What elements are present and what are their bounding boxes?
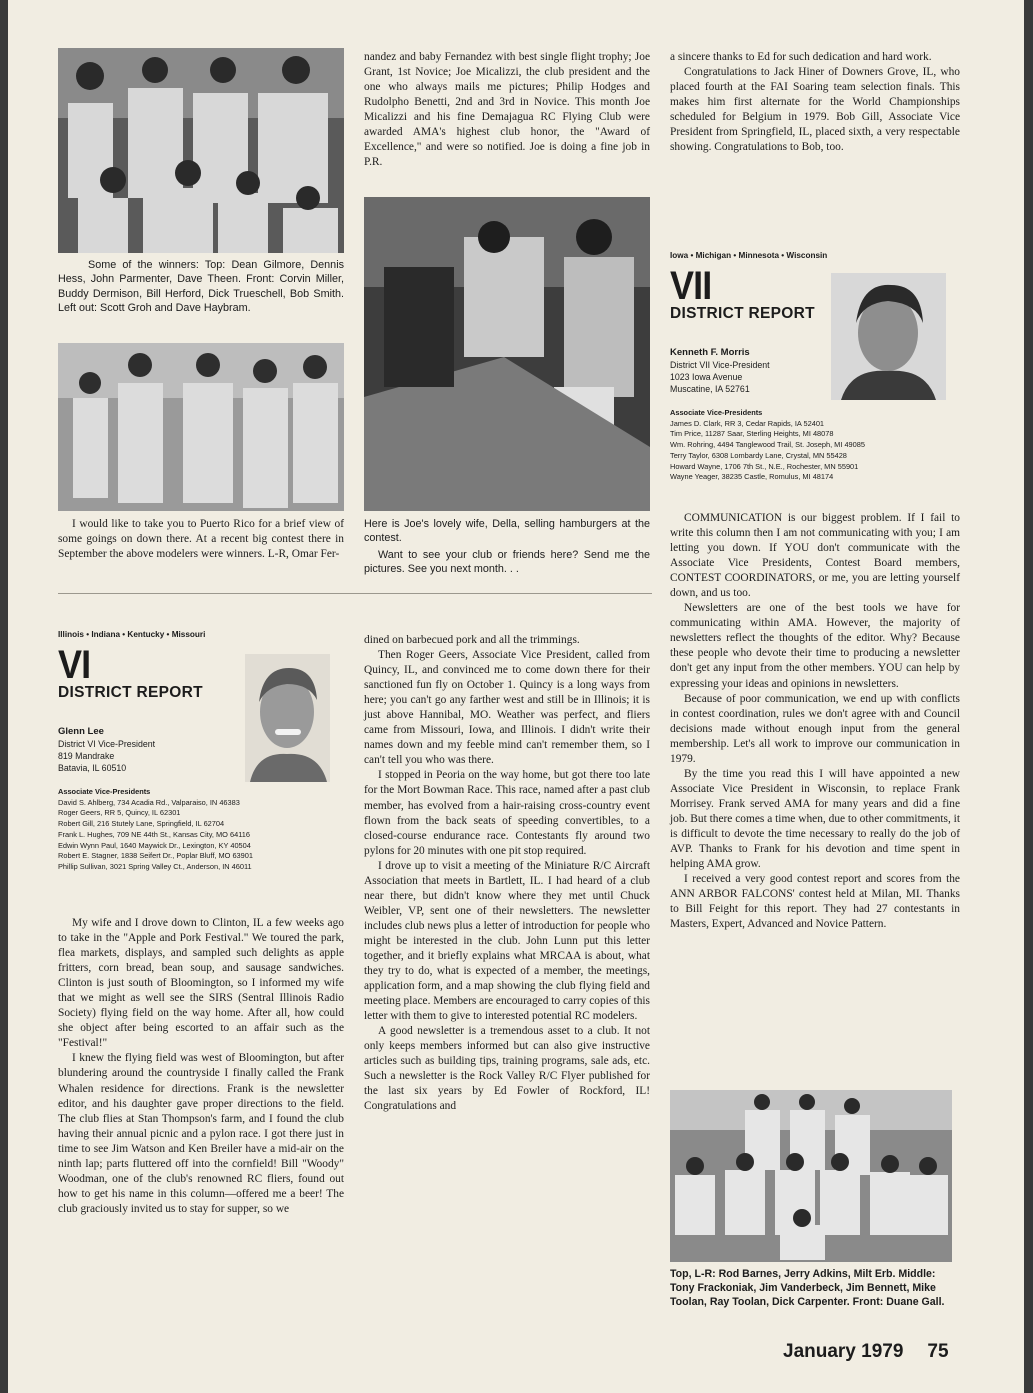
district6-col2 (364, 633, 650, 1115)
district7-vp (670, 347, 770, 395)
district6-vp (58, 726, 155, 774)
district7-roman: VII (670, 264, 712, 308)
caption-winners: Some of the winners: Top: Dean Gilmore, Dennis Hess, John Parmenter, Dave Theen. Front: Corvin Miller, Buddy Dermison, Bill Herford, Dick Trueschell, Bob Smith. Left out: Scott Groh and Dave Haybram. (58, 259, 344, 315)
caption-della: Here is Joe's lovely wife, Della, selling hamburgers at the contest. (364, 518, 650, 545)
top-col2-closing (364, 548, 650, 577)
top-col1-text (58, 517, 344, 562)
associate-item: Wm. Rohring, 4494 Tanglewood Trail, St. Joseph, MI 49085 (670, 440, 865, 450)
top-col2-text (364, 50, 650, 170)
district6-col1 (58, 916, 344, 1217)
paragraph: Want to see your club or friends here? Send me the pictures. See you next month. . . (364, 549, 650, 576)
associate-item: Roger Geers, RR 5, Quincy, IL 62301 (58, 808, 181, 818)
paragraph: Because of poor communication, we end up with conflicts in contest coordination, rules we don't agree with and Council decisions made without enough input from the general membership. Let's all work to improve our communication in 1979. (670, 692, 960, 765)
ann-arbor-falcons-photo (670, 1090, 952, 1262)
associate-item: David S. Ahlberg, 734 Acadia Rd., Valparaiso, IN 46383 (58, 797, 240, 807)
paragraph: a sincere thanks to Ed for such dedication and hard work. (670, 51, 932, 63)
paragraph: dined on barbecued pork and all the trimmings. (364, 634, 580, 646)
paragraph: Congratulations to Jack Hiner of Downers Grove, IL, who placed fourth at the FAI Soaring team selection finals. This makes him first alternate for the World Championships scheduled for Belgium in 1979. Bob Gill, Associate Vice President from Springfield, IL, placed sixth, a very respectable showing. Congratulations to Bob, too. (670, 66, 960, 154)
associate-item: Robert E. Stagner, 1838 Seifert Dr., Poplar Bluff, MO 63901 (58, 851, 254, 861)
paragraph: COMMUNICATION is our biggest problem. If I fail to write this column then I am not communicating with you; I am letting you down. If YOU don't communicate with the Associate Vice Presidents, Contest Board members, CONTEST COORDINATORS, or me, you are letting yourself down, and us too. (670, 512, 960, 600)
associate-item: Frank L. Hughes, 709 NE 44th St., Kansas City, MO 64116 (58, 829, 250, 839)
district6-title: DISTRICT REPORT (58, 684, 203, 701)
district6-roman: VI (58, 643, 91, 687)
paragraph: I drove up to visit a meeting of the Miniature R/C Aircraft Association that meets in Bartlett, IL. I had heard of a club near there, but didn't know where they met until Chuck Weibler, VP, sent one of their newsletters. The newsletter includes club news plus a letter of introduction for people who might be interested in the club. John Lunn put this letter together, and it briefly explains what MRCAA is about, what they try to do, what is expected of a member, the meetings, application form, and a map showing the club flying field and meeting place. Members are encouraged to carry copies of this letter with them to give to interested potential RC modelers. (364, 859, 650, 1023)
winners-photo (58, 48, 344, 253)
associates-header: Associate Vice-Presidents (670, 408, 763, 417)
district6-associates (58, 787, 253, 873)
issue-date: January 1979 (783, 1341, 904, 1362)
paragraph: Newsletters are one of the best tools we have for communicating within AMA. However, the majority of newsletters reflect the thoughts of the editor. Why? Because these people who devote their time to producing a newsletter don't get any input from the other members. YOU can help by expressing your ideas and opinions in newsletters. (670, 602, 960, 690)
paragraph: My wife and I drove down to Clinton, IL a few weeks ago to take in the "Apple and Pork Festival." We toured the park, flea markets, displays, and sampled such delights as apple fritters, corn bread, bean soup, and sausage sandwiches. Clinton is just south of Bloomington, so I informed my wife that we might as well see the SIRS (Sentral Illinois Radio Society) flying field on the way home. After all, how could she object after being escorted to an affair such as the "Festival!" (58, 917, 344, 1050)
magazine-page (8, 0, 1024, 1393)
della-photo (364, 197, 650, 511)
section-divider (58, 593, 652, 594)
glenn-lee-photo (245, 654, 330, 782)
paragraph: nandez and baby Fernandez with best single flight trophy; Joe Grant, 1st Novice; Joe Micalizzi, the club president and the one who always mails me pictures; Philip Hodges and Rudolpho Benetti, 2nd and 3rd in Novice. This month Joe Micalizzi and his fine Demajagua RC Flying Club were awarded AMA's highest club honor, the "Award of Excellence," and were so notified. Joe is doing a fine job in P.R. (364, 51, 650, 169)
vp-title: District VII Vice-President (670, 360, 770, 370)
district7-associates (670, 408, 865, 483)
caption-falcons: Top, L-R: Rod Barnes, Jerry Adkins, Milt Erb. Middle: Tony Frackoniak, Jim Vanderbeck, Jim Bennett, Mike Toolan, Ray Toolan, Dick Carpenter. Front: Duane Gall. (670, 1268, 945, 1309)
district7-text (670, 511, 960, 932)
paragraph: I received a very good contest report and scores from the ANN ARBOR FALCONS' contest held at Milan, MI. Thanks to Bill Feight for this report. They had 27 contestants in Masters, Expert, Advanced and Novice Pattern. (670, 873, 960, 931)
kenneth-morris-photo (831, 273, 946, 400)
paragraph: I knew the flying field was west of Bloomington, but after blundering around the countryside I finally called the Frank Whalen residence for directions. Frank is the newsletter editor, and his daughter gave proper directions to the field. The club flies at Stan Thompson's farm, and I found the club having their annual picnic and a pylon race. I got there just in time to see Jim Watson and Ken Breiler have a mid-air on the ninth lap; parts fluttered off into the cornfield! Bill "Woody" Woodman, one of the club's renowned RC fliers, found out how to get his name in this column—offered me a beer! The club graciously invited us to stay for supper, so we (58, 1052, 344, 1215)
top-col3-text (670, 50, 960, 155)
vp-address-line1: 1023 Iowa Avenue (670, 372, 743, 382)
vp-title: District VI Vice-President (58, 739, 156, 749)
associate-item: Wayne Yeager, 38235 Castle, Romulus, MI 48174 (670, 472, 834, 482)
page-footer (783, 1341, 949, 1363)
vp-name: Glenn Lee (58, 726, 104, 737)
district6-states: Illinois • Indiana • Kentucky • Missouri (58, 630, 206, 639)
associate-item: Robert Gill, 216 Stutely Lane, Springfield, IL 62704 (58, 819, 225, 829)
puerto-rico-winners-photo (58, 343, 344, 511)
paragraph: I stopped in Peoria on the way home, but got there too late for the Mort Bowman Race. This race, named after a past club member, has evolved from a hair-raising cross-country event flown from the back seats of speeding convertibles, to a closed-course endurance race. Contestants fly around two pylons for 20 minutes with one pit stop required. (364, 769, 650, 857)
associate-item: Tim Price, 11287 Saar, Sterling Heights, MI 48078 (670, 429, 834, 439)
paragraph: A good newsletter is a tremendous asset to a club. It not only keeps members informed but can also give instructive articles such as building tips, training programs, sale ads, etc. Such a newsletter is the Rock Valley R/C Flyer published for the last six years by Ed Fowler of Rockford, IL! Congratulations and (364, 1025, 650, 1113)
associate-item: Edwin Wynn Paul, 1640 Maywick Dr., Lexington, KY 40504 (58, 840, 251, 850)
paragraph: Then Roger Geers, Associate Vice President, called from Quincy, IL, and convinced me to come down there for their sanctioned fun fly on October 1. Quincy is a long ways from here; you can't go any farther west and still be in Illinois; it is just above Hannibal, MO. Weather was perfect, and fliers came from Missouri, Iowa, and Illinois. I didn't write their names down and my feeble mind can't remember them, so I can't tell you who was there. (364, 649, 650, 767)
district7-title: DISTRICT REPORT (670, 305, 815, 322)
vp-address-line2: Batavia, IL 60510 (58, 763, 127, 773)
vp-name: Kenneth F. Morris (670, 347, 750, 358)
associate-item: Howard Wayne, 1706 7th St., N.E., Rochester, MN 55901 (670, 461, 859, 471)
page-number: 75 (927, 1341, 949, 1362)
associate-item: Terry Taylor, 6308 Lombardy Lane, Crystal, MN 55428 (670, 450, 847, 460)
associate-item: James D. Clark, RR 3, Cedar Rapids, IA 52401 (670, 418, 825, 428)
associate-item: Phillip Sullivan, 3021 Spring Valley Ct., Anderson, IN 46011 (58, 861, 252, 871)
paragraph: By the time you read this I will have appointed a new Associate Vice President in Wisconsin, to replace Frank Morrisey. Frank served AMA for many years and did a fine job. But there comes a time when, due to other commitments, it is difficult to devote the time necessary to really do the job of AVP. Thanks to Frank for his devotion and time spent in helping AMA grow. (670, 767, 960, 871)
vp-address-line2: Muscatine, IA 52761 (670, 384, 750, 394)
district7-states: Iowa • Michigan • Minnesota • Wisconsin (670, 251, 828, 260)
associates-header: Associate Vice-Presidents (58, 787, 151, 796)
paragraph: I would like to take you to Puerto Rico for a brief view of some goings on down there. At a recent big contest there in September the above modelers were winners. L-R, Omar Fer- (58, 518, 344, 561)
vp-address-line1: 819 Mandrake (58, 751, 115, 761)
